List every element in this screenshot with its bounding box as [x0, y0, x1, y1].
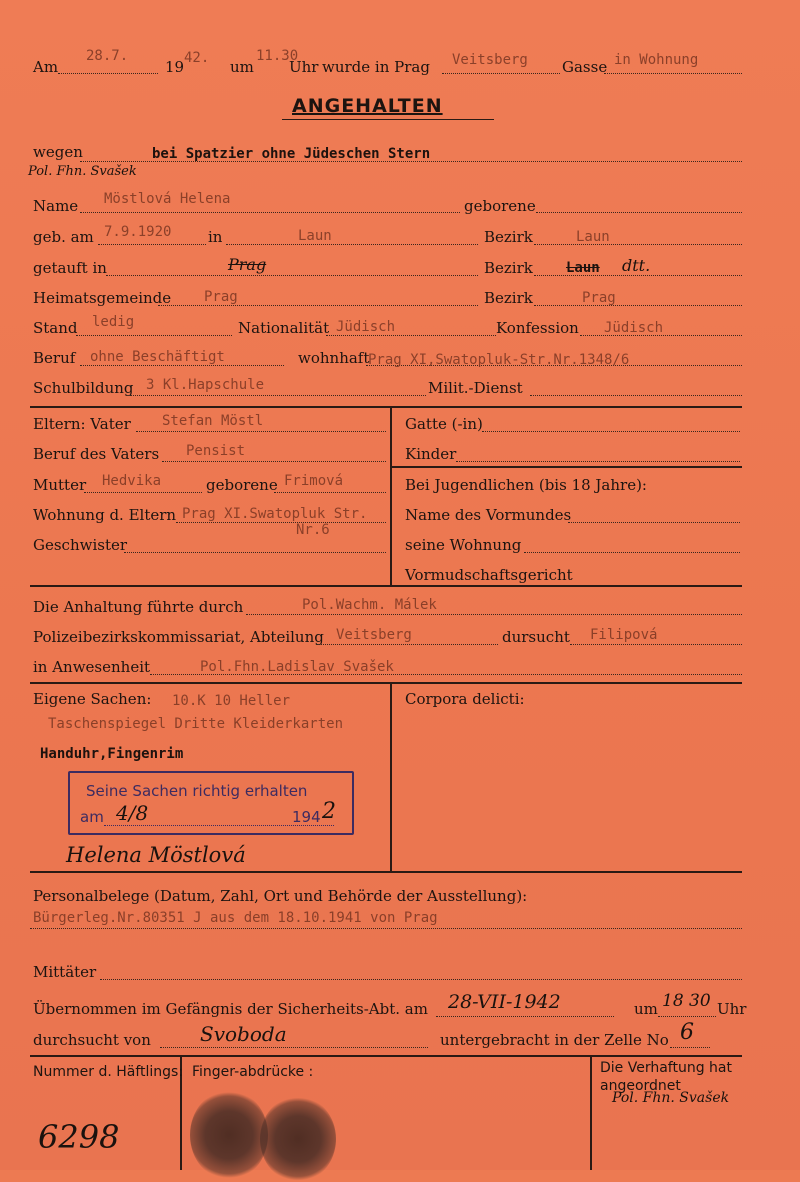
wurde-label: wurde in Prag	[322, 58, 430, 76]
bezirk1-label: Bezirk	[484, 228, 533, 246]
uebernommen-label: Übernommen im Gefängnis der Sicherheits-Abt. am	[33, 1000, 428, 1018]
ueb-um-value: 18 30	[662, 991, 711, 1011]
nationalitaet-line	[326, 335, 496, 336]
uebernommen-date: 28-VII-1942	[448, 991, 561, 1013]
kommissariat-line	[316, 644, 498, 645]
schul-value: 3 Kl.Hapschule	[146, 377, 265, 393]
vormund-label: Name des Vormundes	[405, 506, 572, 524]
geb-label: geb. am	[33, 228, 94, 246]
nummer-label: Nummer d. Häftlings:	[33, 1064, 184, 1080]
kommissariat-label: Polizeibezirkskommissariat, Abteilung	[33, 628, 324, 646]
ueb-uhr-label: Uhr	[717, 1000, 747, 1018]
bezirk3-line	[534, 305, 742, 306]
beruf-label: Beruf	[33, 349, 76, 367]
wohnhaft-label: wohnhaft	[298, 349, 370, 367]
stand-label: Stand	[33, 319, 78, 337]
nationalitaet-value: Jüdisch	[336, 319, 396, 335]
anwesenheit-label: in Anwesenheit	[33, 658, 151, 676]
documents-label: Personalbelege (Datum, Zahl, Ort und Behörde der Ausstellung):	[33, 887, 528, 905]
sachen-line2: Taschenspiegel Dritte Kleiderkarten	[48, 716, 344, 732]
bezirk2-label: Bezirk	[484, 259, 533, 277]
footer-divider-right	[590, 1055, 592, 1170]
name-label: Name	[33, 197, 79, 215]
family-top-rule	[30, 406, 742, 408]
page-title: ANGEHALTEN	[292, 95, 443, 117]
stand-line	[76, 335, 232, 336]
street-line	[442, 73, 560, 74]
geborene-label: geborene	[464, 197, 536, 215]
angeordnet-label: angeordnet	[600, 1078, 681, 1094]
fingerprint-2	[260, 1096, 336, 1182]
mittaeter-label: Mittäter	[33, 963, 97, 981]
wegen-label: wegen	[33, 143, 83, 161]
beruf-vater-label: Beruf des Vaters	[33, 445, 160, 463]
vater-label: Eltern: Vater	[33, 415, 131, 433]
bezirk2-correction: dtt.	[622, 256, 651, 275]
heimat-value: Prag	[204, 289, 238, 305]
stand-value: ledig	[92, 314, 135, 330]
receipt-stamp	[68, 771, 354, 835]
uhr-label: Uhr	[289, 58, 319, 76]
geb-line	[98, 244, 206, 245]
name-value: Möstlová Helena	[104, 191, 231, 207]
mutter-label: Mutter	[33, 476, 87, 494]
mutter-value: Hedvika	[102, 473, 162, 489]
fingerprint-1	[190, 1090, 268, 1180]
durchsucht-label: durchsucht von	[33, 1031, 151, 1049]
wohnhaft-value: Prag XI,Swatopluk-Str.Nr.1348/6	[368, 352, 630, 368]
bezirk3-value: Prag	[582, 290, 616, 306]
in-value: Laun	[298, 228, 332, 244]
family-bottom-rule	[30, 585, 742, 587]
milit-label: Milit.-Dienst	[428, 379, 523, 397]
vormund-wohnung-label: seine Wohnung	[405, 536, 522, 554]
durch-label: Die Anhaltung führte durch	[33, 598, 244, 616]
heimat-label: Heimatsgemeinde	[33, 289, 172, 307]
durchsucht-value: Svoboda	[200, 1022, 287, 1046]
kommissariat-value: Veitsberg	[336, 627, 412, 643]
title-underline	[282, 119, 494, 120]
family-divider	[390, 406, 392, 586]
name-line	[80, 212, 460, 213]
place-line	[604, 73, 742, 74]
beruf-value: ohne Beschäftigt	[90, 349, 225, 365]
wohnung-value2: Nr.6	[296, 522, 330, 538]
finger-label: Finger-abdrücke :	[192, 1064, 314, 1080]
jugend-label: Bei Jugendlichen (bis 18 Jahre):	[405, 476, 647, 494]
heimat-line	[158, 305, 478, 306]
sachen-line1: 10.K 10 Heller	[172, 693, 291, 709]
in-label: in	[208, 228, 223, 246]
gatte-label: Gatte (-in)	[405, 415, 483, 433]
mutter-geb-label: geborene	[206, 476, 278, 494]
angeordnet-value: Pol. Fhn. Svašek	[612, 1090, 730, 1106]
vater-value: Stefan Möstl	[162, 413, 264, 429]
ueb-um-label: um	[634, 1000, 658, 1018]
mutter-geb-value: Frimová	[284, 473, 344, 489]
am-label: Am	[33, 58, 59, 76]
year-value: 42.	[184, 50, 210, 66]
beruf-vater-line	[162, 461, 386, 462]
year-prefix: 19	[165, 58, 185, 76]
belongings-divider	[390, 682, 392, 872]
dursucht-value: Filipová	[590, 627, 658, 643]
place-value: in Wohnung	[614, 52, 699, 68]
getauft-value: Prag	[228, 255, 267, 274]
mittaeter-line	[100, 979, 742, 980]
bezirk3-label: Bezirk	[484, 289, 533, 307]
milit-line	[530, 395, 742, 396]
gatte-line	[482, 431, 740, 432]
date-line	[58, 73, 158, 74]
konfession-value: Jüdisch	[604, 320, 664, 336]
footer-top-rule	[30, 1055, 742, 1057]
wohnung-label: Wohnung d. Eltern	[33, 506, 177, 524]
dursucht-label: dursucht	[502, 628, 570, 646]
belongings-top-rule	[30, 682, 742, 684]
nummer-value: 6298	[38, 1118, 120, 1156]
stamp-am: am	[80, 808, 104, 826]
wegen-value: bei Spatzier ohne Jüdeschen Stern	[152, 146, 431, 162]
mutter-line	[84, 492, 202, 493]
um-label: um	[230, 58, 254, 76]
anwesenheit-value: Pol.Fhn.Ladislav Svašek	[200, 659, 394, 675]
zelle-value: 6	[680, 1020, 694, 1045]
sachen-line3: Handuhr,Fingenrim	[40, 746, 184, 762]
street-value: Veitsberg	[452, 52, 528, 68]
geschwister-line	[124, 552, 386, 553]
getauft-label: getauft in	[33, 259, 107, 277]
beruf-vater-value: Pensist	[186, 443, 246, 459]
gasse-label: Gasse	[562, 58, 608, 76]
jugend-top-rule	[390, 466, 742, 468]
mutter-geb-line	[274, 492, 386, 493]
nationalitaet-label: Nationalität	[238, 319, 330, 337]
bezirk1-line	[534, 244, 742, 245]
kinder-line	[456, 461, 740, 462]
sachen-label: Eigene Sachen:	[33, 690, 152, 708]
bezirk2-value: Laun	[566, 260, 600, 276]
schul-line	[130, 395, 426, 396]
schul-label: Schulbildung	[33, 379, 134, 397]
geborene-line	[536, 212, 742, 213]
verhaftung-label: Die Verhaftung hat	[600, 1060, 732, 1076]
untergebracht-label: untergebracht in der Zelle No	[440, 1031, 669, 1049]
date-value: 28.7.	[86, 48, 129, 64]
beruf-line	[80, 365, 284, 366]
corpora-label: Corpora delicti:	[405, 690, 525, 708]
vormund-line	[568, 522, 740, 523]
documents-value: Bürgerleg.Nr.80351 J aus dem 18.10.1941 von Prag	[33, 910, 438, 926]
durch-value: Pol.Wachm. Málek	[302, 597, 437, 613]
dursucht-line	[570, 644, 742, 645]
durchsucht-line	[160, 1047, 428, 1048]
wohnung-line	[176, 522, 386, 523]
geschwister-label: Geschwister	[33, 536, 128, 554]
vormund-wohnung-line	[524, 552, 740, 553]
konfession-label: Konfession	[496, 319, 579, 337]
durch-line	[246, 614, 742, 615]
ueb-um-line	[658, 1016, 716, 1017]
zelle-line	[670, 1047, 710, 1048]
stamp-date: 4/8	[116, 801, 149, 825]
stamp-line1: Seine Sachen richtig erhalten	[86, 782, 308, 800]
wohnung-value: Prag XI.Swatopluk Str.	[182, 506, 368, 522]
documents-line	[30, 928, 742, 929]
vater-line	[136, 431, 386, 432]
bezirk1-value: Laun	[576, 229, 610, 245]
kinder-label: Kinder	[405, 445, 457, 463]
getauft-line	[106, 275, 478, 276]
wegen-note: Pol. Fhn. Svašek	[28, 164, 137, 179]
in-line	[226, 244, 478, 245]
time-value: 11.30	[256, 48, 299, 64]
prisoner-signature: Helena Möstlová	[66, 843, 246, 867]
geb-value: 7.9.1920	[104, 224, 172, 240]
belongings-bottom-rule	[30, 871, 742, 873]
uebernommen-line	[436, 1016, 614, 1017]
stamp-year-suffix: 2	[322, 799, 336, 824]
stamp-year-prefix: 194	[292, 808, 321, 826]
gericht-label: Vormudschaftsgericht	[405, 566, 573, 584]
